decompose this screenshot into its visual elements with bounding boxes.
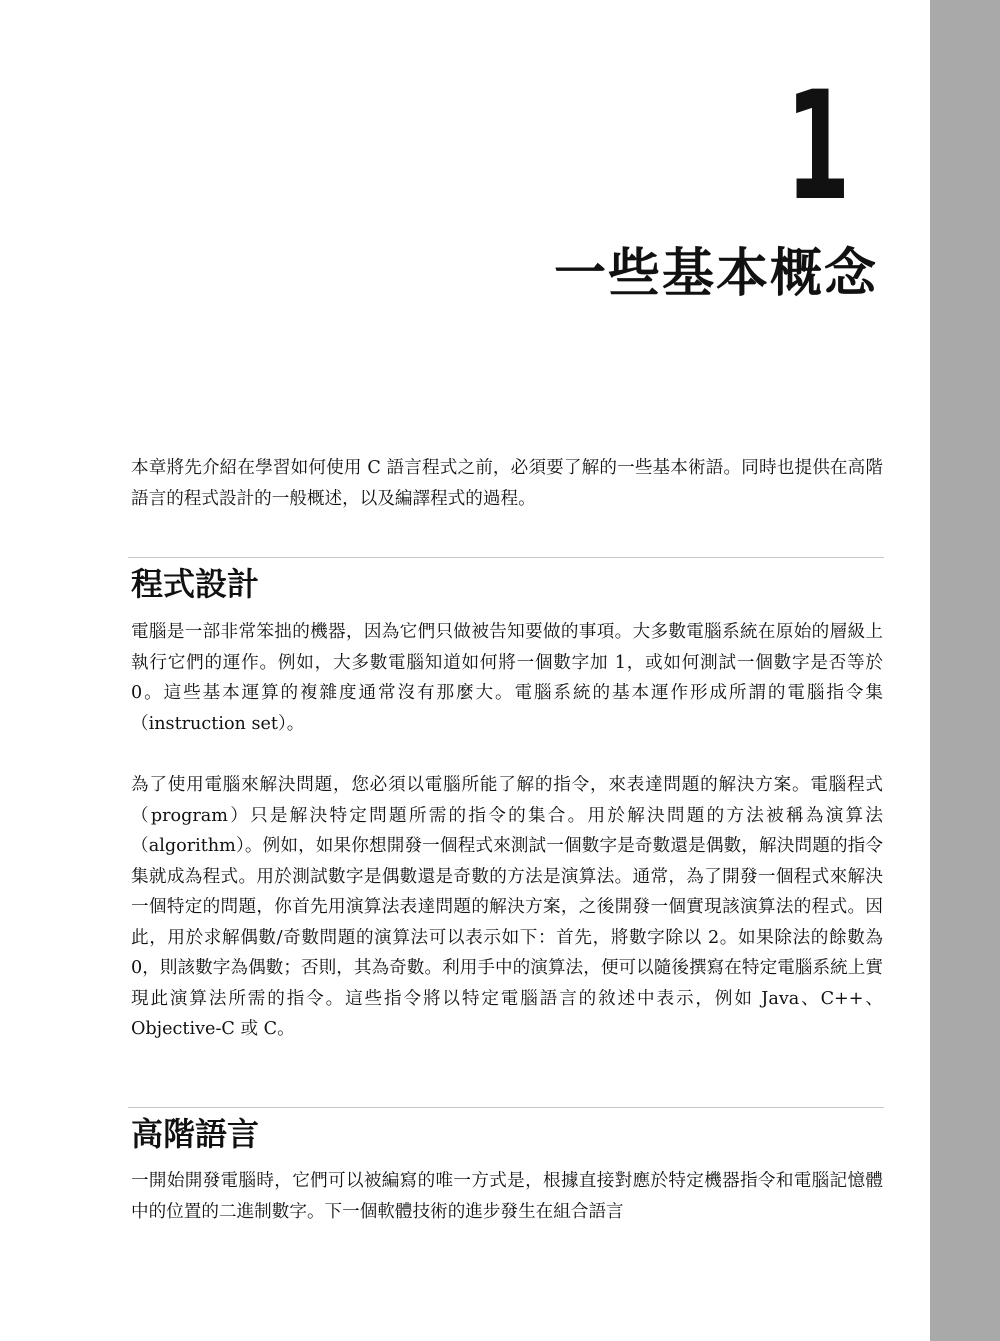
body-paragraph: 為了使用電腦來解決問題，您必須以電腦所能了解的指令，來表達問題的解決方案。電腦程式（program）只是解決特定問題所需的指令的集合。用於解決問題的方法被稱為演算法（algorithm）。例如，如果你想開發一個程式來測試一個數字是奇數還是偶數，解決問題的指令集就成為程式。用於測試數字是偶數還是奇數的方法是演算法。通常，為了開發一個程式來解決一個特定的問題，你首先用演算法表達問題的解決方案，之後開發一個實現該演算法的程式。因此，用於求解偶數/奇數問題的演算法可以表示如下：首先，將數字除以 2。如果除法的餘數為 0，則該數字為偶數；否則，其為奇數。利用手中的演算法，便可以隨後撰寫在特定電腦系統上實現此演算法所需的指令。這些指令將以特定電腦語言的敘述中表示，例如 Java、C++、Objective-C 或 C。 bbox=[131, 775, 883, 1039]
section-body-program-design bbox=[131, 617, 883, 1045]
section-divider bbox=[128, 1107, 884, 1108]
section-body-high-level-languages bbox=[131, 1166, 883, 1227]
section-heading-program-design: 程式設計 bbox=[131, 565, 260, 603]
section-divider bbox=[128, 557, 884, 558]
section-heading-high-level-languages: 高階語言 bbox=[131, 1115, 260, 1153]
chapter-intro bbox=[131, 453, 883, 514]
intro-paragraph: 本章將先介紹在學習如何使用 C 語言程式之前，必須要了解的一些基本術語。同時也提供在高階語言的程式設計的一般概述，以及編譯程式的過程。 bbox=[131, 458, 883, 509]
chapter-title: 一些基本概念 bbox=[553, 244, 878, 304]
body-paragraph: 一開始開發電腦時，它們可以被編寫的唯一方式是，根據直接對應於特定機器指令和電腦記憶體中的位置的二進制數字。下一個軟體技術的進步發生在組合語言 bbox=[131, 1171, 883, 1222]
chapter-number: 1 bbox=[785, 60, 850, 234]
chapter-side-tab bbox=[930, 0, 1000, 1341]
body-paragraph: 電腦是一部非常笨拙的機器，因為它們只做被告知要做的事項。大多數電腦系統在原始的層級上執行它們的運作。例如，大多數電腦知道如何將一個數字加 1，或如何測試一個數字是否等於 0。這些基本運算的複雜度通常沒有那麼大。電腦系統的基本運作形成所謂的電腦指令集（instruction set）。 bbox=[131, 622, 883, 734]
